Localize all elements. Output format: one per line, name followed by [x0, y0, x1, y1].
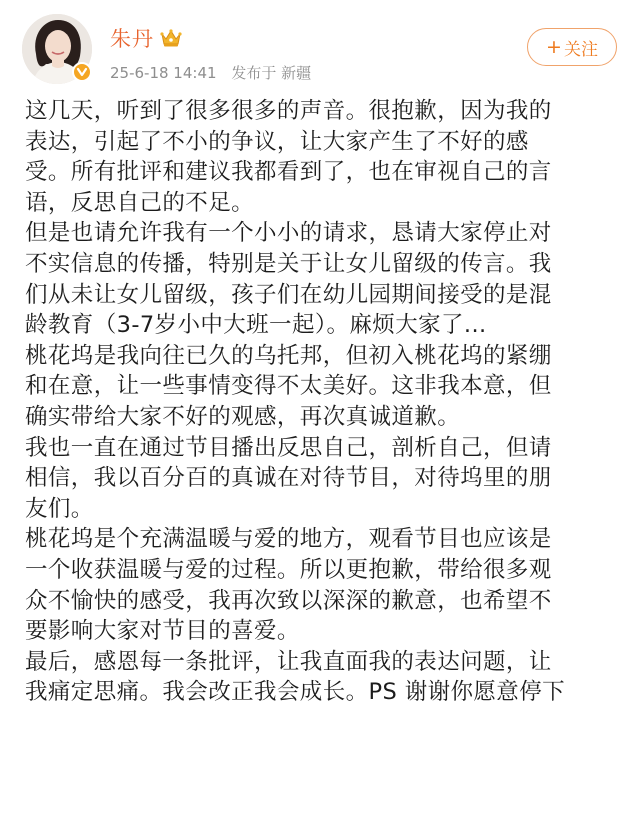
post-line: 相信，我以百分百的真诚在对待节目，对待坞里的朋	[25, 465, 552, 492]
post-line: 众不愉快的感受，我再次致以深深的歉意，也希望不	[25, 587, 552, 614]
post-meta	[110, 62, 321, 83]
post-line: 桃花坞是个充满温暖与爱的地方，观看节目也应该是	[25, 526, 552, 553]
post-location: 发布于 新疆	[231, 64, 312, 82]
post-line: 一个收获温暖与爱的过程。所以更抱歉，带给很多观	[25, 556, 552, 583]
post-line: 语，反思自己的不足。	[25, 189, 255, 216]
post-line: 我也一直在通过节目播出反思自己，剖析自己，但请	[25, 434, 552, 461]
post-line: 和在意，让一些事情变得不太美好。这非我本意，但	[25, 373, 552, 400]
post-line: 最后，感恩每一条批评，让我直面我的表达问题，让	[25, 648, 552, 675]
post-line: 们从未让女儿留级，孩子们在幼儿园期间接受的是混	[25, 281, 552, 308]
post-line: 友们。	[25, 495, 94, 522]
post-line: 桃花坞是我向往已久的乌托邦，但初入桃花坞的紧绷	[25, 342, 552, 369]
user-name[interactable]: 朱丹	[110, 27, 154, 51]
post-line: 龄教育（3-7岁小中大班一起）。麻烦大家了...	[25, 312, 487, 339]
post-line: 表达，引起了不小的争议，让大家产生了不好的感	[25, 128, 529, 155]
follow-button[interactable]	[527, 28, 617, 66]
post-line: 但是也请允许我有一个小小的请求，恳请大家停止对	[25, 220, 552, 247]
post-timestamp: 25-6-18 14:41	[110, 64, 217, 82]
post-header	[0, 0, 640, 100]
crown-icon[interactable]	[160, 28, 182, 48]
post-line: 要影响大家对节目的喜爱。	[25, 618, 300, 645]
post-line: 不实信息的传播，特别是关于让女儿留级的传言。我	[25, 250, 552, 277]
post-line: 确实带给大家不好的观感，再次真诚道歉。	[25, 403, 461, 430]
follow-label: 关注	[563, 39, 598, 60]
post-body	[25, 96, 625, 708]
name-row	[110, 24, 182, 52]
post-line: 这几天，听到了很多很多的声音。很抱歉，因为我的	[25, 98, 552, 124]
vip-badge-icon	[72, 62, 92, 82]
plus-icon: +	[546, 36, 562, 58]
post-line: 受。所有批评和建议我都看到了，也在审视自己的言	[25, 159, 552, 186]
post-line: 我痛定思痛。我会改正我会成长。PS 谢谢你愿意停下	[25, 679, 566, 706]
